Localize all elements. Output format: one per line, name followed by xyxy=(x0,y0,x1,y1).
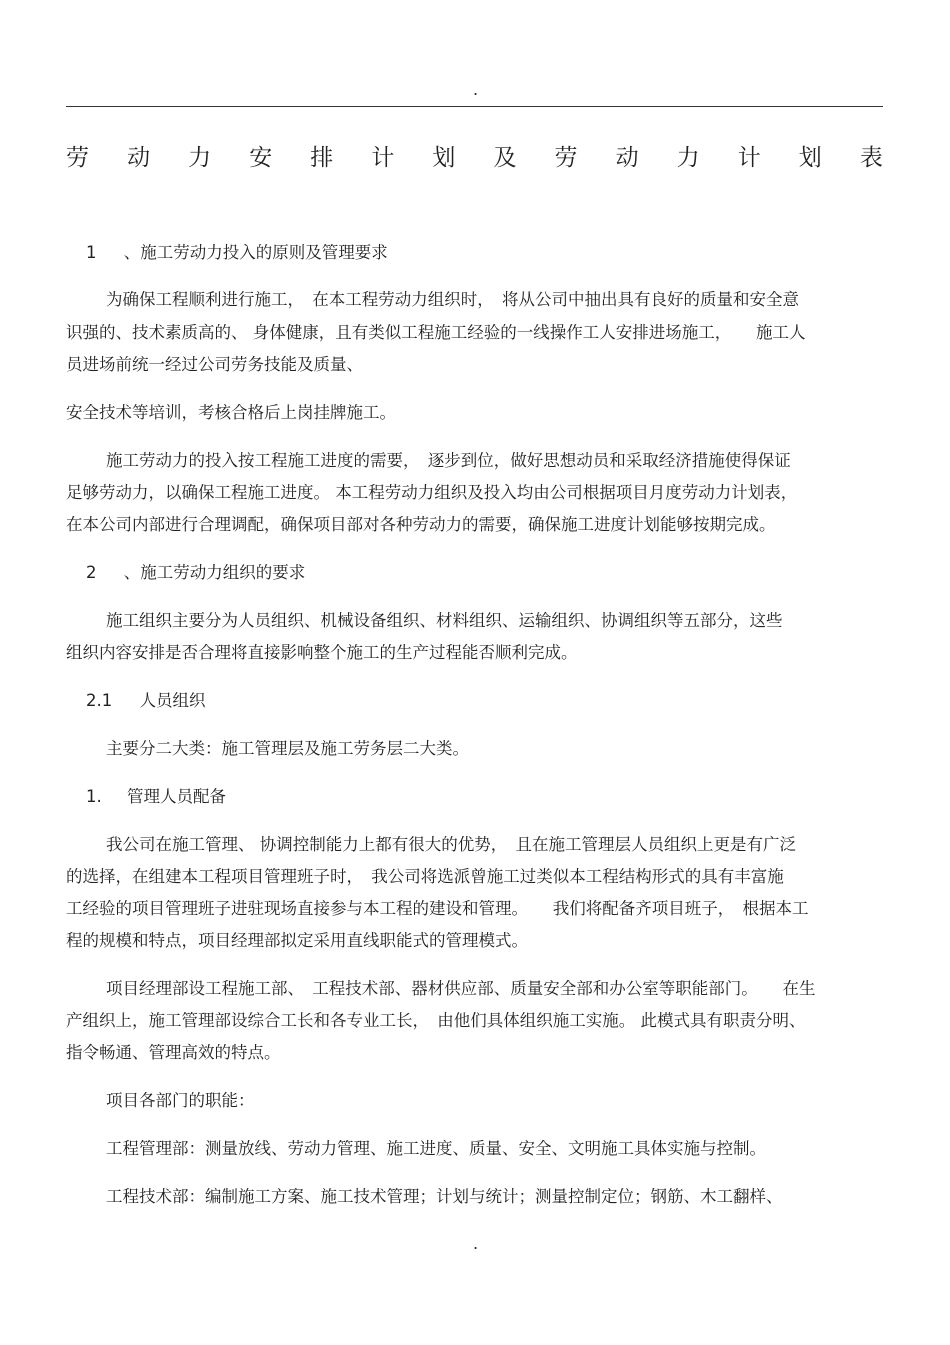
title-char: 动 xyxy=(615,145,639,171)
section-2-heading xyxy=(86,563,305,583)
paragraph-line: 员进场前统一经过公司劳务技能及质量、 xyxy=(66,355,363,374)
title-char: 表 xyxy=(859,145,883,171)
paragraph-line: 项目各部门的职能： xyxy=(106,1091,255,1110)
paragraph-line: 项目经理部设工程施工部、 工程技术部、器材供应部、质量安全部和办公室等职能部门。 在生 xyxy=(106,979,816,998)
section-title: 、施工劳动力投入的原则及管理要求 xyxy=(123,243,388,262)
section-number: 2.1 xyxy=(86,691,113,710)
title-char: 力 xyxy=(188,145,212,171)
section-number: 1 xyxy=(86,243,97,262)
title-char: 计 xyxy=(737,145,761,171)
title-char: 劳 xyxy=(554,145,578,171)
paragraph-line: 工经验的项目管理班子进驻现场直接参与本工程的建设和管理。 我们将配备齐项目班子， 根据本工 xyxy=(66,899,809,918)
section-title: 人员组织 xyxy=(139,691,206,710)
paragraph-line: 施工劳动力的投入按工程施工进度的需要， 逐步到位，做好思想动员和采取经济措施使得保证 xyxy=(106,451,791,470)
section-number: 1. xyxy=(86,787,102,806)
title-char: 劳 xyxy=(66,145,89,171)
paragraph-line: 安全技术等培训，考核合格后上岗挂牌施工。 xyxy=(66,403,396,422)
section-1-heading xyxy=(86,243,388,263)
title-char: 力 xyxy=(676,145,700,171)
paragraph-line: 工程技术部：编制施工方案、施工技术管理；计划与统计；测量控制定位；钢筋、木工翻样、 xyxy=(106,1187,783,1206)
paragraph-line: 施工组织主要分为人员组织、机械设备组织、材料组织、运输组织、协调组织等五部分，这些 xyxy=(106,611,783,630)
title-char: 动 xyxy=(127,145,151,171)
paragraph-line: 组织内容安排是否合理将直接影响整个施工的生产过程能否顺利完成。 xyxy=(66,643,578,662)
title-char: 排 xyxy=(310,145,334,171)
paragraph-line: 指令畅通、管理高效的特点。 xyxy=(66,1043,281,1062)
footer-dot: . xyxy=(473,1234,479,1253)
page-title xyxy=(66,144,883,172)
paragraph-line: 我公司在施工管理、 协调控制能力上都有很大的优势， 且在施工管理层人员组织上更是有广泛 xyxy=(106,835,796,854)
paragraph-line: 识强的、技术素质高的、 身体健康，且有类似工程施工经验的一线操作工人安排进场施工， 施工人 xyxy=(66,323,806,342)
paragraph-line: 的选择，在组建本工程项目管理班子时， 我公司将选派曾施工过类似本工程结构形式的具有丰富施 xyxy=(66,867,784,886)
section-title: 、施工劳动力组织的要求 xyxy=(123,563,306,582)
header-dot: . xyxy=(473,80,479,99)
item-1-heading xyxy=(86,787,226,807)
paragraph-line: 程的规模和特点，项目经理部拟定采用直线职能式的管理模式。 xyxy=(66,931,528,950)
paragraph-line: 工程管理部：测量放线、劳动力管理、施工进度、质量、安全、文明施工具体实施与控制。 xyxy=(106,1139,766,1158)
paragraph-line: 主要分二大类：施工管理层及施工劳务层二大类。 xyxy=(106,739,469,758)
title-char: 计 xyxy=(371,145,395,171)
header-rule xyxy=(66,106,883,107)
section-title: 管理人员配备 xyxy=(127,787,226,806)
paragraph-line: 足够劳动力，以确保工程施工进度。 本工程劳动力组织及投入均由公司根据项目月度劳动力计划表， xyxy=(66,483,798,502)
paragraph-line: 产组织上，施工管理部设综合工长和各专业工长， 由他们具体组织施工实施。 此模式具有职责分明、 xyxy=(66,1011,806,1030)
paragraph-line: 在本公司内部进行合理调配，确保项目部对各种劳动力的需要，确保施工进度计划能够按期完成。 xyxy=(66,515,776,534)
title-char: 划 xyxy=(798,145,822,171)
paragraph-line: 为确保工程顺利进行施工， 在本工程劳动力组织时， 将从公司中抽出具有良好的质量和安全意 xyxy=(106,290,799,309)
title-char: 安 xyxy=(249,145,273,171)
subsection-2-1-heading xyxy=(86,691,206,711)
title-char: 划 xyxy=(432,145,456,171)
section-number: 2 xyxy=(86,563,97,582)
title-char: 及 xyxy=(493,145,517,171)
